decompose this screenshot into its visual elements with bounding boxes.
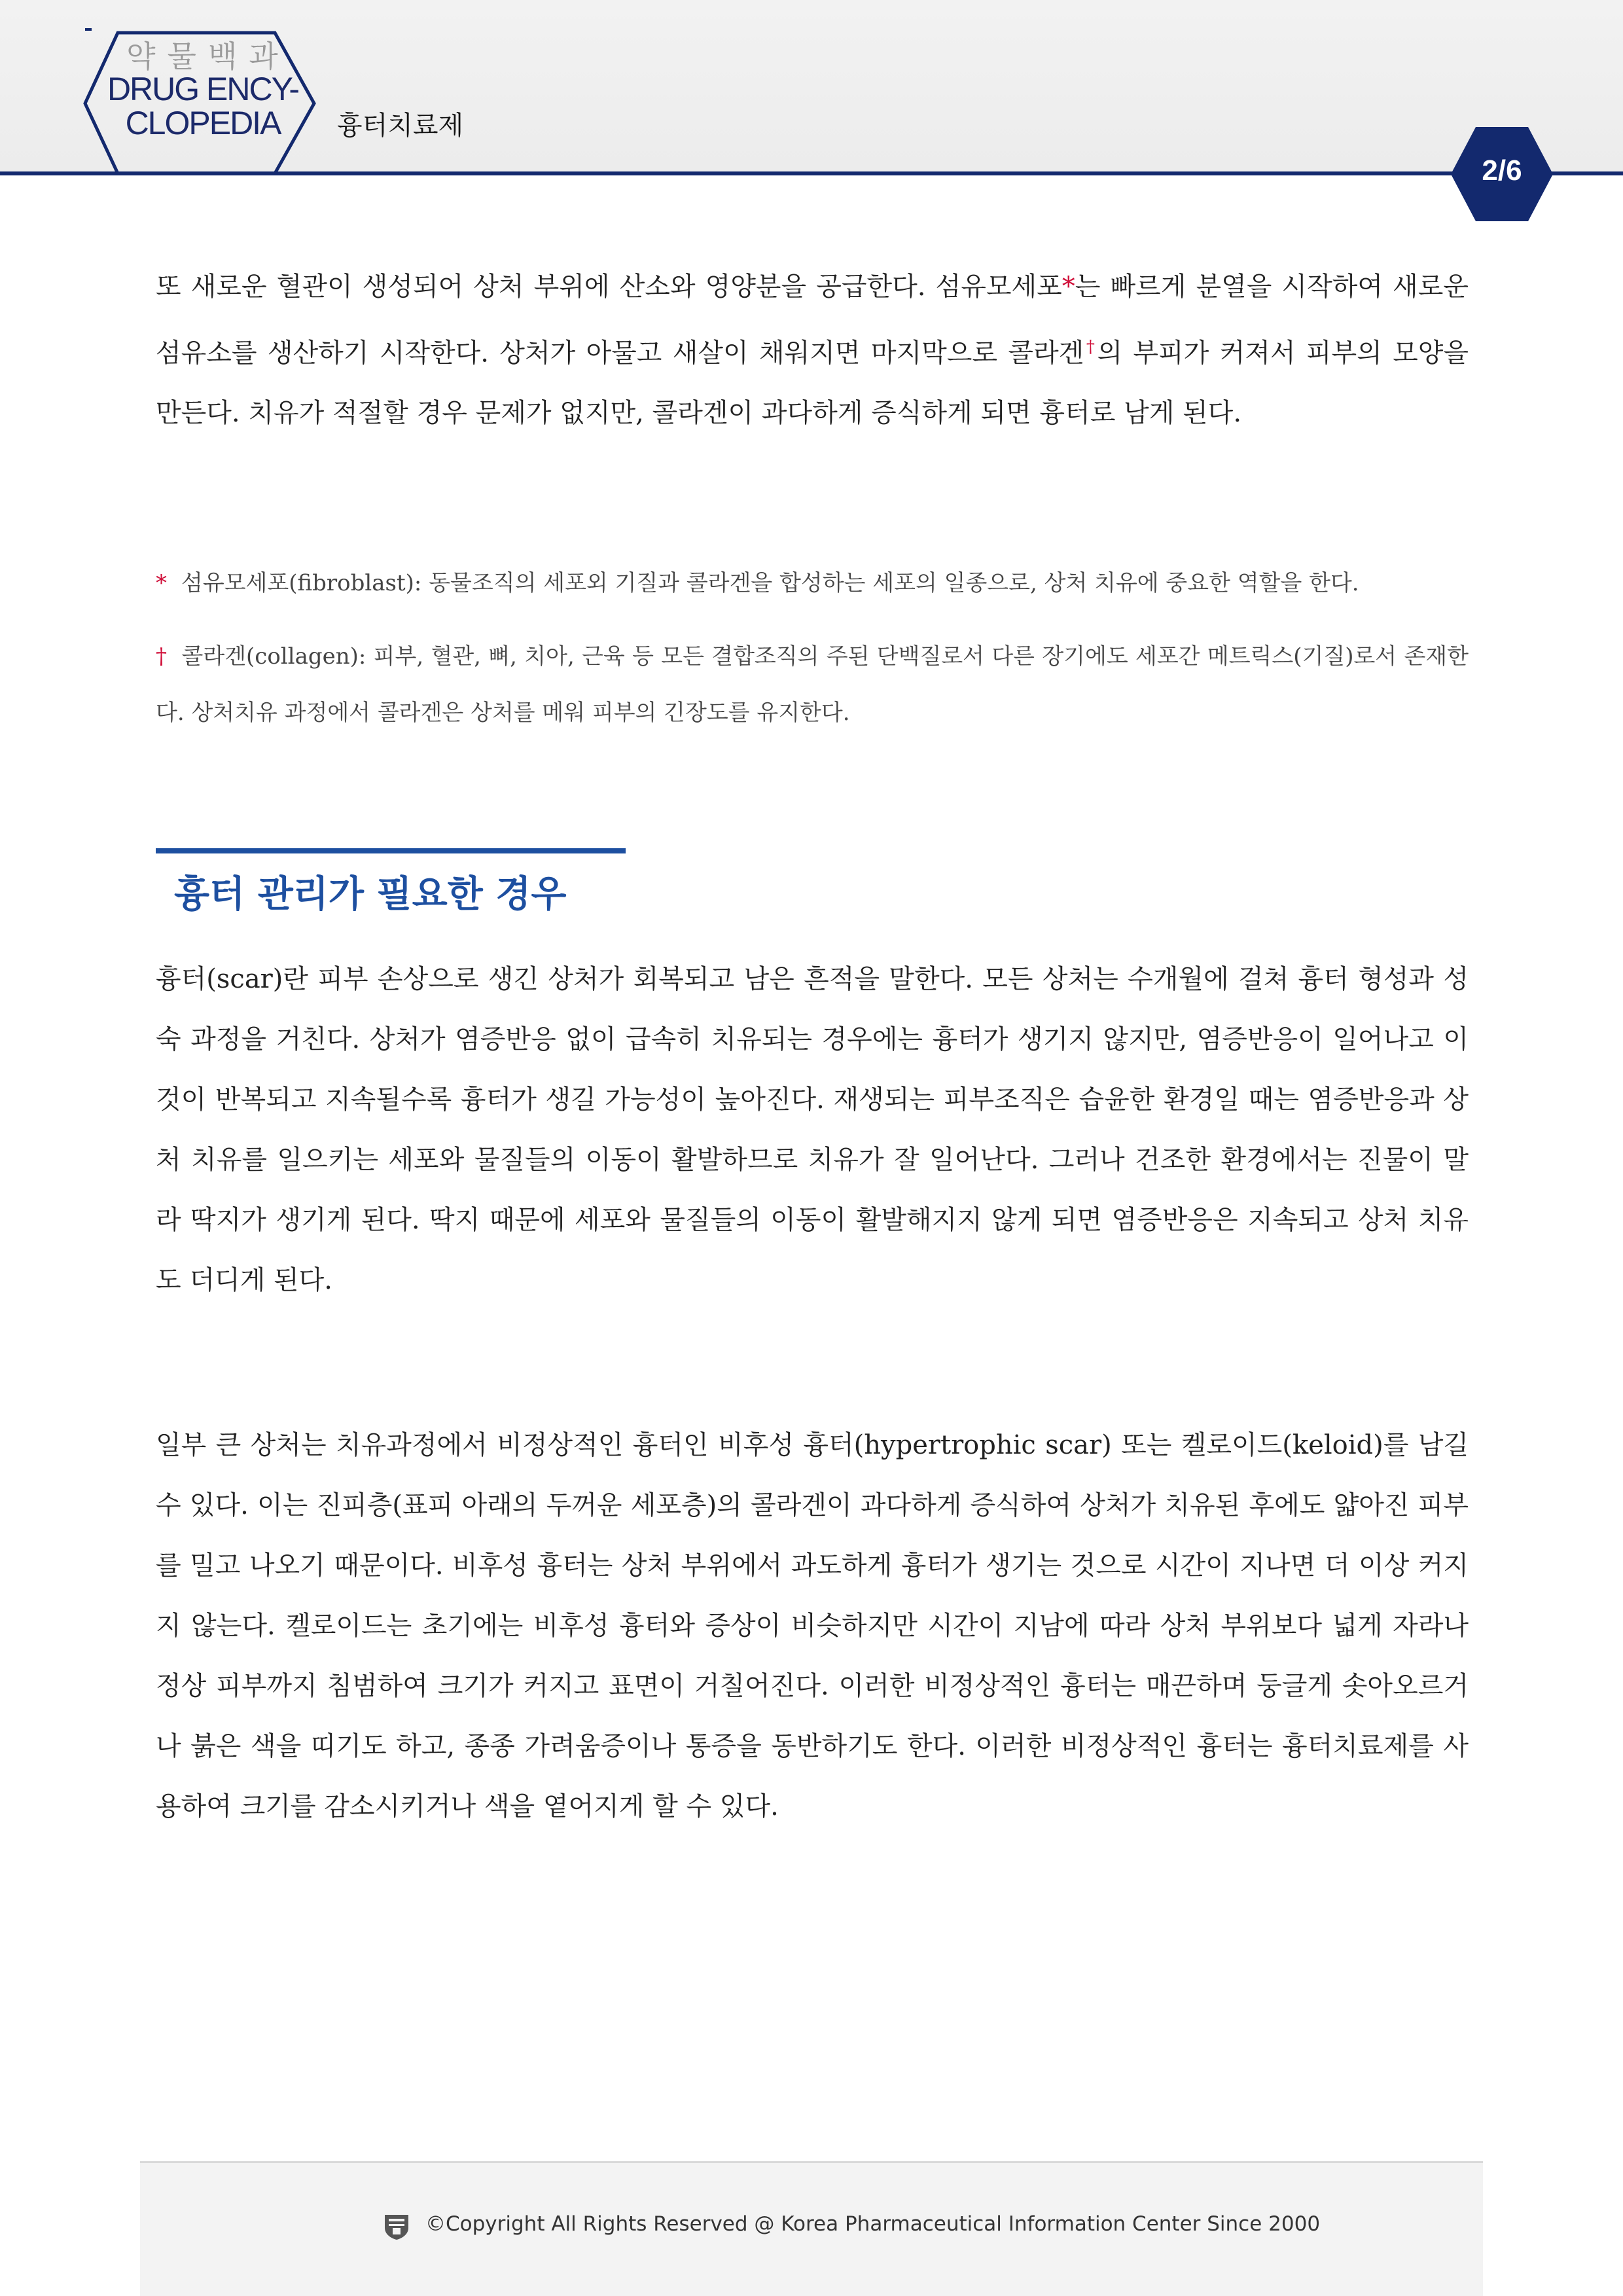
- section-heading: 흉터 관리가 필요한 경우: [174, 873, 567, 916]
- section-paragraph-2: 일부 큰 상처는 치유과정에서 비정상적인 흉터인 비후성 흉터(hypertrophic scar) 또는 켈로이드(keloid)를 남길 수 있다. 이는 진피층(표피 아래의 두꺼운 세포층)의 콜라겐이 과다하게 증식하여 상처가 치유된 후에도 얇아진 피부를 밀고 나오기 때문이다. 비후성 흉터는 상처 부위에서 과도하게 흉터가 생기는 것으로 시간이 지나면 더 이상 커지지 않는다. 켈로이드는 초기에는 비후성 흉터와 증상이 비슷하지만 시간이 지남에 따라 상처 부위보다 넓게 자라나 정상 피부까지 침범하여 크기가 커지고 표면이 거칠어진다. 이러한 비정상적인 흉터는 매끈하며 둥글게 솟아오르거나 붉은 색을 띠기도 하고, 종종 가려움증이나 통증을 동반하기도 한다. 이러한 비정상적인 흉터는 흉터치료제를 사용하여 크기를 감소시키거나 색을 옅어지게 할 수 있다.: [156, 1430, 1469, 1821]
- footnote-text: 콜라겐(collagen): 피부, 혈관, 뼈, 치아, 근육 등 모든 결합조직의 주된 단백질로서 다른 장기에도 세포간 메트릭스(기질)로서 존재한다. 상처치유 과정에서 콜라겐은 상처를 메워 피부의 긴장도를 유지한다.: [156, 643, 1469, 726]
- shield-emblem-icon: [382, 2212, 411, 2241]
- intro-paragraph: [156, 257, 1469, 443]
- footnote-fibroblast: [156, 555, 1469, 611]
- footnote-ref-dagger: †: [1084, 337, 1097, 357]
- logo-line-2: CLOPEDIA: [125, 105, 281, 141]
- document-title: 흉터치료제: [337, 111, 464, 141]
- section-rule: [156, 848, 626, 853]
- intro-text-1: 또 새로운 혈관이 생성되어 상처 부위에 산소와 영양분을 공급한다. 섬유모세포: [156, 272, 1062, 302]
- footnote-ref-asterisk: *: [1061, 272, 1075, 302]
- logo-text-english: [105, 72, 301, 140]
- intro-text-2: 는 빠르게 분열을 시작하여 새로운 섬유소를 생산하기 시작한다. 상처가 아물고 새살이 채워지면 마지막으로 콜라겐: [156, 272, 1469, 368]
- footnote-text: 섬유모세포(fibroblast): 동물조직의 세포외 기질과 콜라겐을 합성하는 세포의 일종으로, 상처 치유에 중요한 역할을 한다.: [181, 570, 1359, 596]
- footnote-collagen: [156, 628, 1469, 741]
- footnote-mark: †: [156, 643, 168, 670]
- logo-line-1: DRUG ENCY-: [107, 71, 299, 107]
- footer-copyright: ©Copyright All Rights Reserved @ Korea Pharmaceutical Information Center Since 2000: [425, 2212, 1321, 2236]
- intro-text-3: 의 부피가 커져서 피부의 모양을 만든다. 치유가 적절할 경우 문제가 없지만, 콜라겐이 과다하게 증식하게 되면 흉터로 남게 된다.: [156, 338, 1469, 429]
- logo-text-korean: 약물백과: [126, 39, 290, 74]
- section-paragraph-1: 흉터(scar)란 피부 손상으로 생긴 상처가 회복되고 남은 흔적을 말한다. 모든 상처는 수개월에 걸쳐 흉터 형성과 성숙 과정을 거친다. 상처가 염증반응 없이 급속히 치유되는 경우에는 흉터가 생기지 않지만, 염증반응이 일어나고 이것이 반복되고 지속될수록 흉터가 생길 가능성이 높아진다. 재생되는 피부조직은 습윤한 환경일 때는 염증반응과 상처 치유를 일으키는 세포와 물질들의 이동이 활발하므로 치유가 잘 일어난다. 그러나 건조한 환경에서는 진물이 말라 딱지가 생기게 된다. 딱지 때문에 세포와 물질들의 이동이 활발해지지 않게 되면 염증반응은 지속되고 상처 치유도 더디게 된다.: [156, 964, 1469, 1295]
- footnote-mark: *: [156, 570, 167, 596]
- page-number: 2/6: [1482, 154, 1522, 187]
